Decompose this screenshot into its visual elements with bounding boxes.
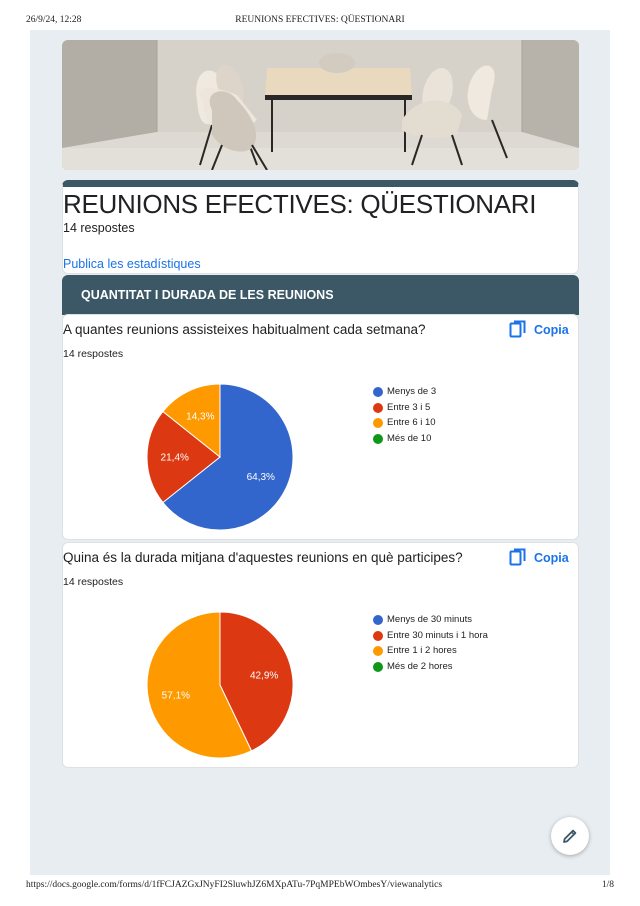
slice-label: 14,3% [186,411,215,423]
legend-label: Entre 30 minuts i 1 hora [387,629,488,641]
section-title: QUANTITAT I DURADA DE LES REUNIONS [81,288,334,302]
slice-label: 57,1% [161,690,191,702]
question-title: Quina és la durada mitjana d'aquestes reunions en què participes? [63,550,463,565]
print-footer [26,880,614,894]
copy-label: Copia [534,551,569,565]
legend-swatch [373,615,383,625]
legend-swatch [373,662,383,672]
legend-swatch [373,403,383,413]
legend-label: Més de 2 hores [387,660,453,672]
legend-swatch [373,646,383,656]
legend-swatch [373,418,383,428]
pencil-icon [562,828,578,844]
edit-fab-button[interactable] [551,817,589,855]
question-title: A quantes reunions assisteixes habitualment cada setmana? [63,322,426,337]
question-card-2 [62,542,579,768]
slice-label: 21,4% [160,452,189,464]
legend-label: Entre 1 i 2 hores [387,645,457,656]
section-header [62,275,579,315]
print-date: 26/9/24, 12:28 [26,15,82,25]
form-title: REUNIONS EFECTIVES: QÜESTIONARI [63,189,537,219]
copy-icon [509,320,527,338]
legend-swatch [373,631,383,641]
question-card-1 [62,314,579,540]
total-responses: 14 respostes [63,221,135,235]
legend-label: Menys de 3 [387,386,437,397]
print-page-number: 1/8 [601,880,614,890]
legend-label: Més de 10 [387,432,432,444]
legend-label: Entre 6 i 10 [387,417,436,428]
legend-swatch [373,387,383,397]
legend-label: Menys de 30 minuts [387,614,473,625]
question-responses: 14 respostes [63,348,124,360]
legend-label: Entre 3 i 5 [387,401,431,413]
copy-label: Copia [534,323,569,337]
print-url: https://docs.google.com/forms/d/1fFCJAZGxJNyFI2SluwhJZ6MXpATu-7PqMPEbWOmbesY/viewanalytics [26,880,443,890]
publish-stats-link[interactable]: Publica les estadístiques [63,257,201,271]
print-title: REUNIONS EFECTIVES: QÜESTIONARI [235,15,405,25]
header-banner-image [62,40,579,170]
question-responses: 14 respostes [63,576,124,588]
pie-chart-2 [145,610,295,760]
slice-label: 42,9% [249,670,279,682]
print-header [26,15,614,29]
pie-chart-1 [145,382,295,532]
slice-label: 64,3% [246,472,275,484]
copy-icon [509,548,527,566]
legend-swatch [373,434,383,444]
form-title-card [62,180,579,274]
